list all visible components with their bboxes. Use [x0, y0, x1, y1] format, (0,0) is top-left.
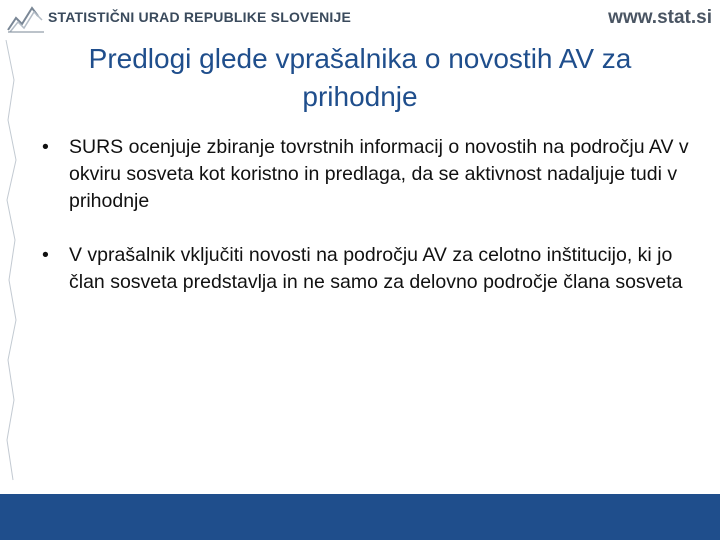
slide-title: Predlogi glede vprašalnika o novostih AV za prihodnje [88, 43, 632, 112]
surs-logo-icon [6, 4, 46, 34]
bullet-item [42, 242, 692, 296]
footer-bar [0, 494, 720, 540]
bullet-list [42, 134, 692, 296]
decorative-side-line [4, 40, 18, 490]
org-name: STATISTIČNI URAD REPUBLIKE SLOVENIJE [48, 9, 352, 25]
bullet-text: V vprašalnik vključiti novosti na področju AV za celotno inštitucijo, ki jo član sosveta predstavlja in ne samo za delovno področje člana sosveta [69, 244, 683, 293]
bullet-item [42, 134, 692, 215]
bullet-marker: • [42, 244, 49, 266]
bullet-text: SURS ocenjuje zbiranje tovrstnih informacij o novostih na področju AV v okviru sosveta kot koristno in predlaga, da se aktivnost nadaljuje tudi v prihodnje [69, 136, 689, 212]
bullet-marker: • [42, 136, 49, 158]
site-url[interactable]: www.stat.si [608, 7, 712, 28]
